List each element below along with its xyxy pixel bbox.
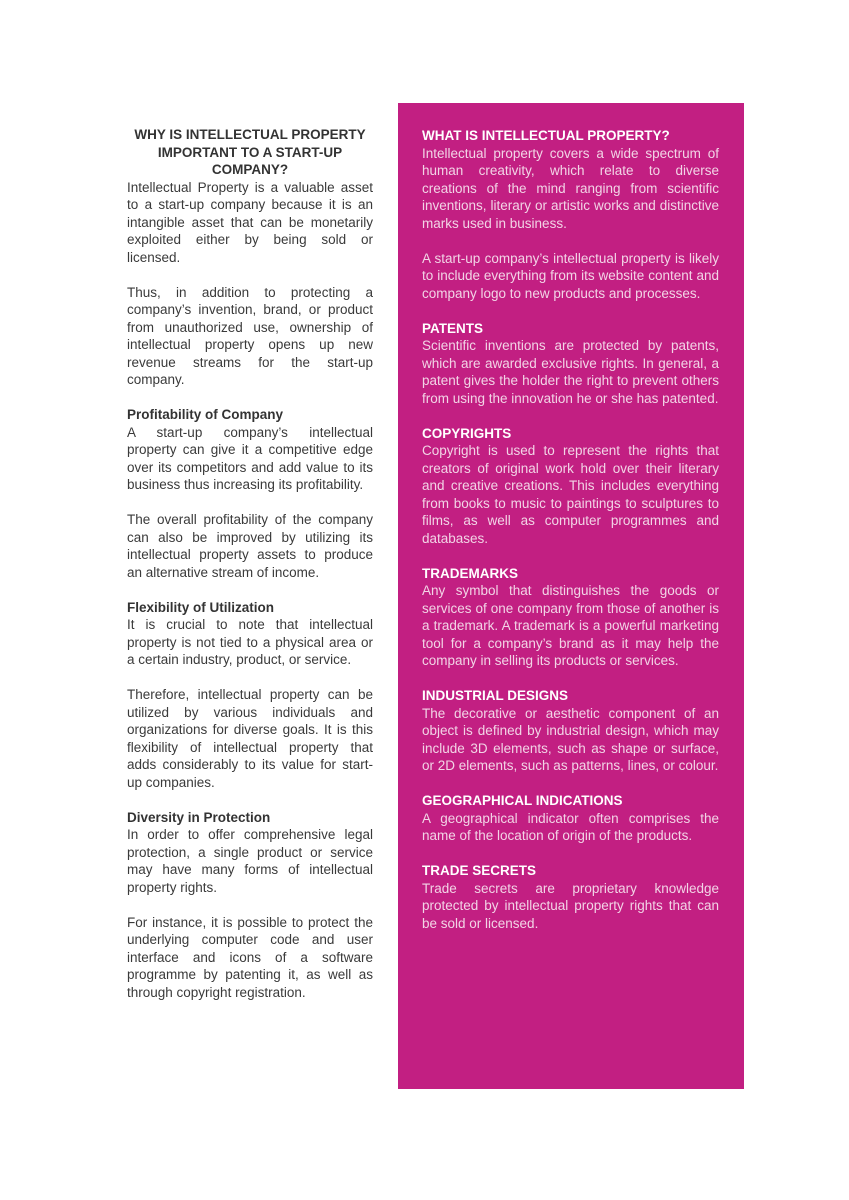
left-column xyxy=(127,126,373,1019)
panel-paragraph: Intellectual property covers a wide spectrum of human creativity, which relate to diverse creations of the mind ranging from scientific inventions, literary or artistic works and distinctive marks used in business. xyxy=(422,145,719,231)
panel-paragraph: Scientific inventions are protected by patents, which are awarded exclusive rights. In general, a patent gives the holder the right to prevent others from using the innovation he or she has patented. xyxy=(422,338,719,406)
section-flexibility xyxy=(127,599,373,792)
section-copyrights xyxy=(422,425,719,548)
panel-heading: WHAT IS INTELLECTUAL PROPERTY? xyxy=(422,128,670,143)
panel-paragraph: Any symbol that distinguishes the goods or services of one company from those of another is a trademark. A trademark is a powerful marketing tool for a company’s brand as it may help the company in selling its products or services. xyxy=(422,583,719,668)
section-paragraph: Therefore, intellectual property can be utilized by various individuals and organizations for diverse goals. It is this flexibility of intellectual property that adds considerably to its value for start-up companies. xyxy=(127,687,373,790)
section-paragraph: In order to offer comprehensive legal protection, a single product or service may have many forms of intellectual property rights. xyxy=(127,827,373,895)
section-what-is-ip xyxy=(422,127,719,302)
section-geographical-indications xyxy=(422,792,719,845)
intro-paragraph: Intellectual Property is a valuable asset to a start-up company because it is an intangible asset that can be monetarily exploited either by being sold or licensed. xyxy=(127,179,373,265)
section-trademarks xyxy=(422,565,719,670)
section-industrial-designs xyxy=(422,687,719,775)
panel-heading: TRADE SECRETS xyxy=(422,863,537,878)
section-heading: Flexibility of Utilization xyxy=(127,599,275,615)
section-diversity xyxy=(127,809,373,1002)
page-title: WHY IS INTELLECTUAL PROPERTY IMPORTANT TO A START-UP COMPANY? xyxy=(134,127,366,177)
section-paragraph: The overall profitability of the company can also be improved by utilizing its intellectual property assets to produce an alternative stream of income. xyxy=(127,512,373,580)
section-paragraph: For instance, it is possible to protect the underlying computer code and user interface and icons of a software programme by patenting it, as well as through copyright registration. xyxy=(127,914,373,1000)
section-heading: Diversity in Protection xyxy=(127,809,271,825)
section-trade-secrets xyxy=(422,862,719,932)
intro-paragraph: Thus, in addition to protecting a company’s invention, brand, or product from unauthorized use, ownership of intellectual property opens up new revenue streams for the start-up company. xyxy=(127,284,373,387)
panel-heading: TRADEMARKS xyxy=(422,565,518,581)
panel-heading: INDUSTRIAL DESIGNS xyxy=(422,688,569,703)
section-paragraph: It is crucial to note that intellectual property is not tied to a physical area or a certain industry, product, or service. xyxy=(127,617,373,667)
panel-paragraph: The decorative or aesthetic component of an object is defined by industrial design, which may include 3D elements, such as shape or surface, or 2D elements, such as patterns, lines, or colour. xyxy=(422,705,719,773)
panel-content xyxy=(422,127,719,950)
highlight-panel xyxy=(398,103,744,1089)
panel-paragraph: A start-up company’s intellectual property is likely to include everything from its website content and company logo to new products and processes. xyxy=(422,250,719,301)
section-paragraph: A start-up company’s intellectual property can give it a competitive edge over its competitors and add value to its business thus increasing its profitability. xyxy=(127,424,373,492)
panel-heading: COPYRIGHTS xyxy=(422,425,512,441)
section-heading: Profitability of Company xyxy=(127,407,284,422)
panel-heading: PATENTS xyxy=(422,320,484,336)
panel-heading: GEOGRAPHICAL INDICATIONS xyxy=(422,793,623,808)
panel-paragraph: A geographical indicator often comprises the name of the location of origin of the products. xyxy=(422,810,719,843)
panel-paragraph: Copyright is used to represent the rights that creators of original work hold over their literary and creative creations. This includes everything from books to music to paintings to sculptures to films, as well as computer programmes and databases. xyxy=(422,443,719,546)
section-patents xyxy=(422,320,719,408)
panel-paragraph: Trade secrets are proprietary knowledge protected by intellectual property rights that can be sold or licensed. xyxy=(422,880,719,931)
section-profitability xyxy=(127,406,373,581)
